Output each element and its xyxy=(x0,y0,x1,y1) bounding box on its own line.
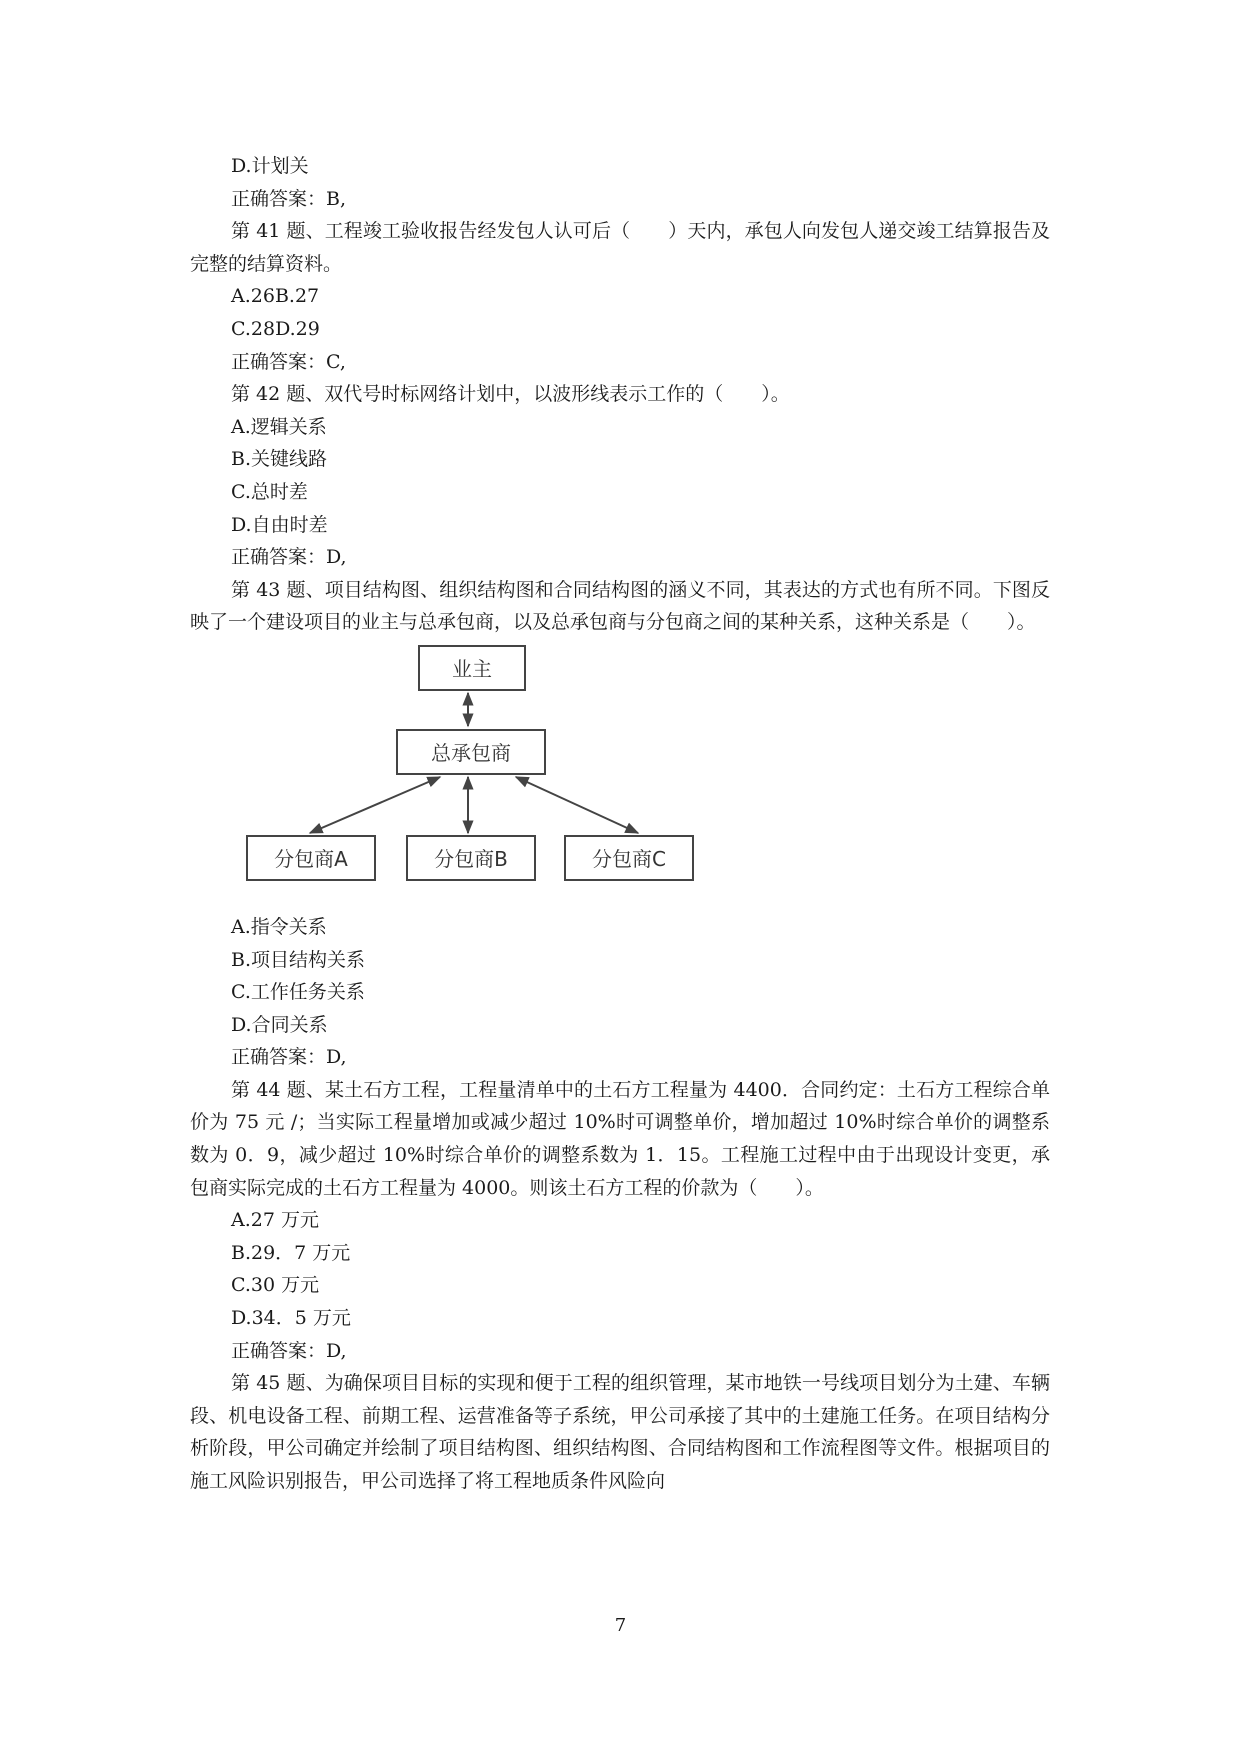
owner-box: 业主 xyxy=(418,645,526,691)
q44-option-d: D.34．5 万元 xyxy=(231,1307,351,1330)
q43-option-b: B.项目结构关系 xyxy=(231,948,366,971)
sub-a-box: 分包商A xyxy=(246,835,376,881)
contract-structure-diagram xyxy=(230,641,790,911)
sub-c-box: 分包商C xyxy=(564,835,694,881)
q42-answer: 正确答案：D, xyxy=(231,546,347,569)
q44-option-c: C.30 万元 xyxy=(231,1274,320,1297)
q42-option-d: D.自由时差 xyxy=(231,513,328,536)
q41-question: 第 41 题、工程竣工验收报告经发包人认可后（ ）天内，承包人向发包人递交竣工结算报告及完整的结算资料。 xyxy=(190,220,1050,275)
q40-option-d: D.计划关 xyxy=(231,155,309,177)
q43-option-c: C.工作任务关系 xyxy=(231,981,365,1004)
q41-option-ab: A.26B.27 xyxy=(231,285,320,308)
gc-sub-a-link xyxy=(310,777,440,833)
gc-sub-c-link xyxy=(516,777,638,833)
q41-answer: 正确答案：C, xyxy=(231,350,346,373)
q42-question: 第 42 题、双代号时标网络计划中，以波形线表示工作的（ ）。 xyxy=(231,383,790,406)
q42-option-b: B.关键线路 xyxy=(231,448,328,471)
q43-answer: 正确答案：D, xyxy=(231,1046,347,1069)
q43-option-a: A.指令关系 xyxy=(231,915,327,938)
general-contractor-box: 总承包商 xyxy=(396,729,546,775)
q42-option-a: A.逻辑关系 xyxy=(231,415,327,438)
q43-option-d: D.合同关系 xyxy=(231,1013,328,1036)
q42-option-c: C.总时差 xyxy=(231,480,308,503)
sub-b-box: 分包商B xyxy=(406,835,536,881)
q44-option-a: A.27 万元 xyxy=(231,1209,319,1232)
q44-question: 第 44 题、某土石方工程，工程量清单中的土石方工程量为 4400．合同约定：土石方工程综合单价为 75 元 /；当实际工程量增加或减少超过 10%时可调整单价，增加超过 10%时综合单价的调整系数为 0．9，减少超过 10%时综合单价的调整系数为 1．15。工程施工过程中由于出现设计变更，承包商实际完成的土石方工程量为 4000。则该土石方工程的价款为（ ）。 xyxy=(190,1078,1050,1199)
q44-answer: 正确答案：D, xyxy=(231,1339,347,1362)
q41-option-cd: C.28D.29 xyxy=(231,317,320,340)
page-number: 7 xyxy=(614,1615,627,1636)
q43-question: 第 43 题、项目结构图、组织结构图和合同结构图的涵义不同，其表达的方式也有所不同。下图反映了一个建设项目的业主与总承包商，以及总承包商与分包商之间的某种关系，这种关系是（ ）。 xyxy=(190,578,1050,634)
q40-answer: 正确答案：B, xyxy=(231,187,347,210)
q44-option-b: B.29．7 万元 xyxy=(231,1241,351,1264)
document-body xyxy=(190,150,1050,1498)
q45-question: 第 45 题、为确保项目目标的实现和便于工程的组织管理，某市地铁一号线项目划分为土建、车辆段、机电设备工程、前期工程、运营准备等子系统，甲公司承接了其中的土建施工任务。在项目结构分析阶段，甲公司确定并绘制了项目结构图、组织结构图、合同结构图和工作流程图等文件。根据项目的施工风险识别报告，甲公司选择了将工程地质条件风险向 xyxy=(190,1372,1050,1492)
